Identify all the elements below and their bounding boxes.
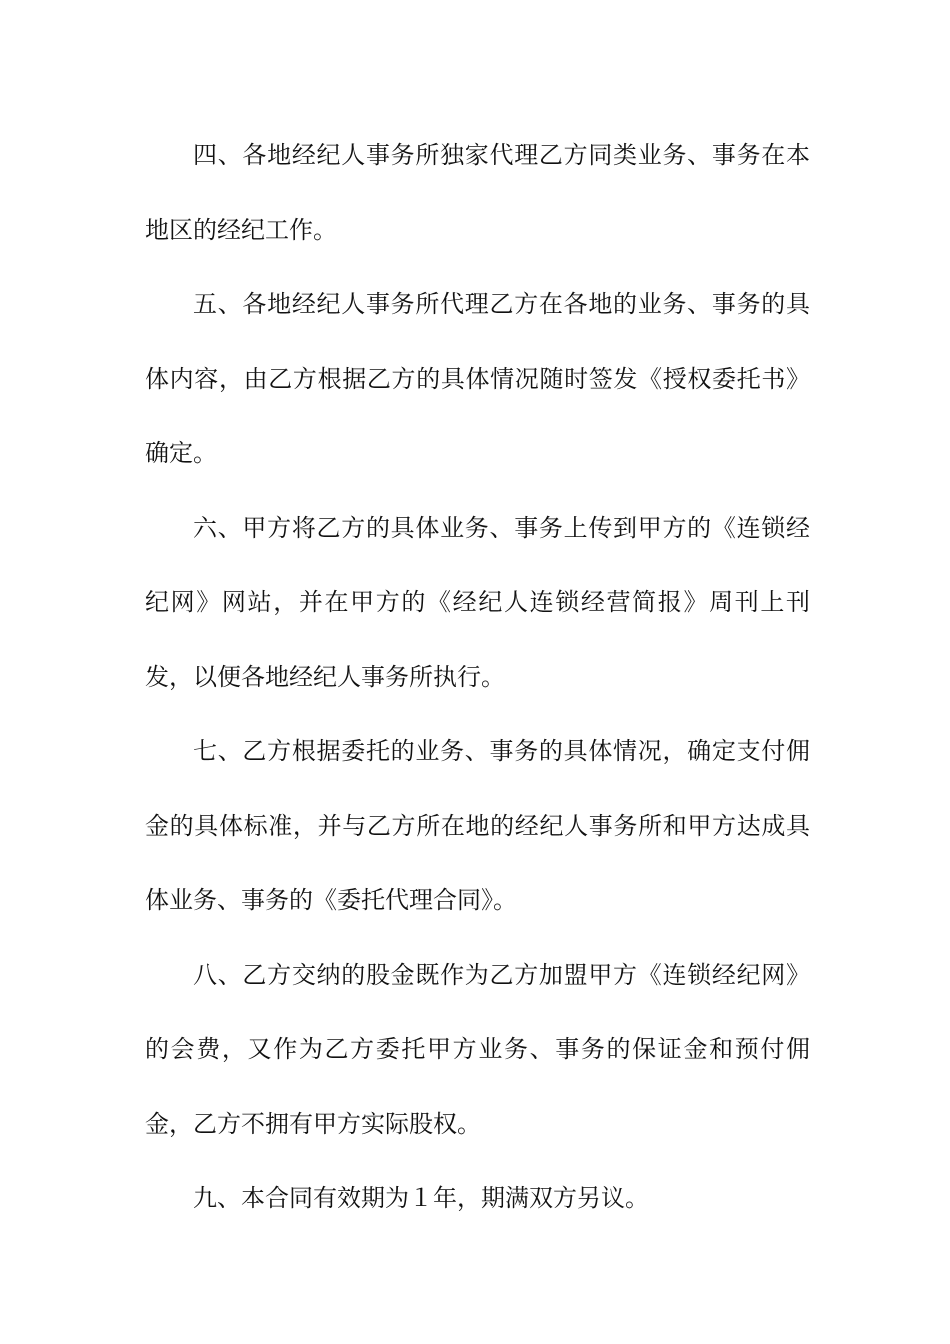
clause-8-paragraph: 八、乙方交纳的股金既作为乙方加盟甲方《连锁经纪网》的会费，又作为乙方委托甲方业务、事务的保证金和预付佣金，乙方不拥有甲方实际股权。 [145,960,810,1138]
clause-5-paragraph: 五、各地经纪人事务所代理乙方在各地的业务、事务的具体内容，由乙方根据乙方的具体情况随时签发《授权委托书》确定。 [145,290,810,467]
clause-7-paragraph: 七、乙方根据委托的业务、事务的具体情况，确定支付佣金的具体标准，并与乙方所在地的经纪人事务所和甲方达成具体业务、事务的《委托代理合同》。 [145,737,810,914]
clause-6-paragraph: 六、甲方将乙方的具体业务、事务上传到甲方的《连锁经纪网》网站，并在甲方的《经纪人连锁经营简报》周刊上刊发，以便各地经纪人事务所执行。 [145,513,810,691]
clause-4-paragraph: 四、各地经纪人事务所独家代理乙方同类业务、事务在本地区的经纪工作。 [145,141,810,244]
document-body [145,118,810,1236]
clause-9-paragraph: 九、本合同有效期为１年，期满双方另议。 [193,1184,649,1212]
